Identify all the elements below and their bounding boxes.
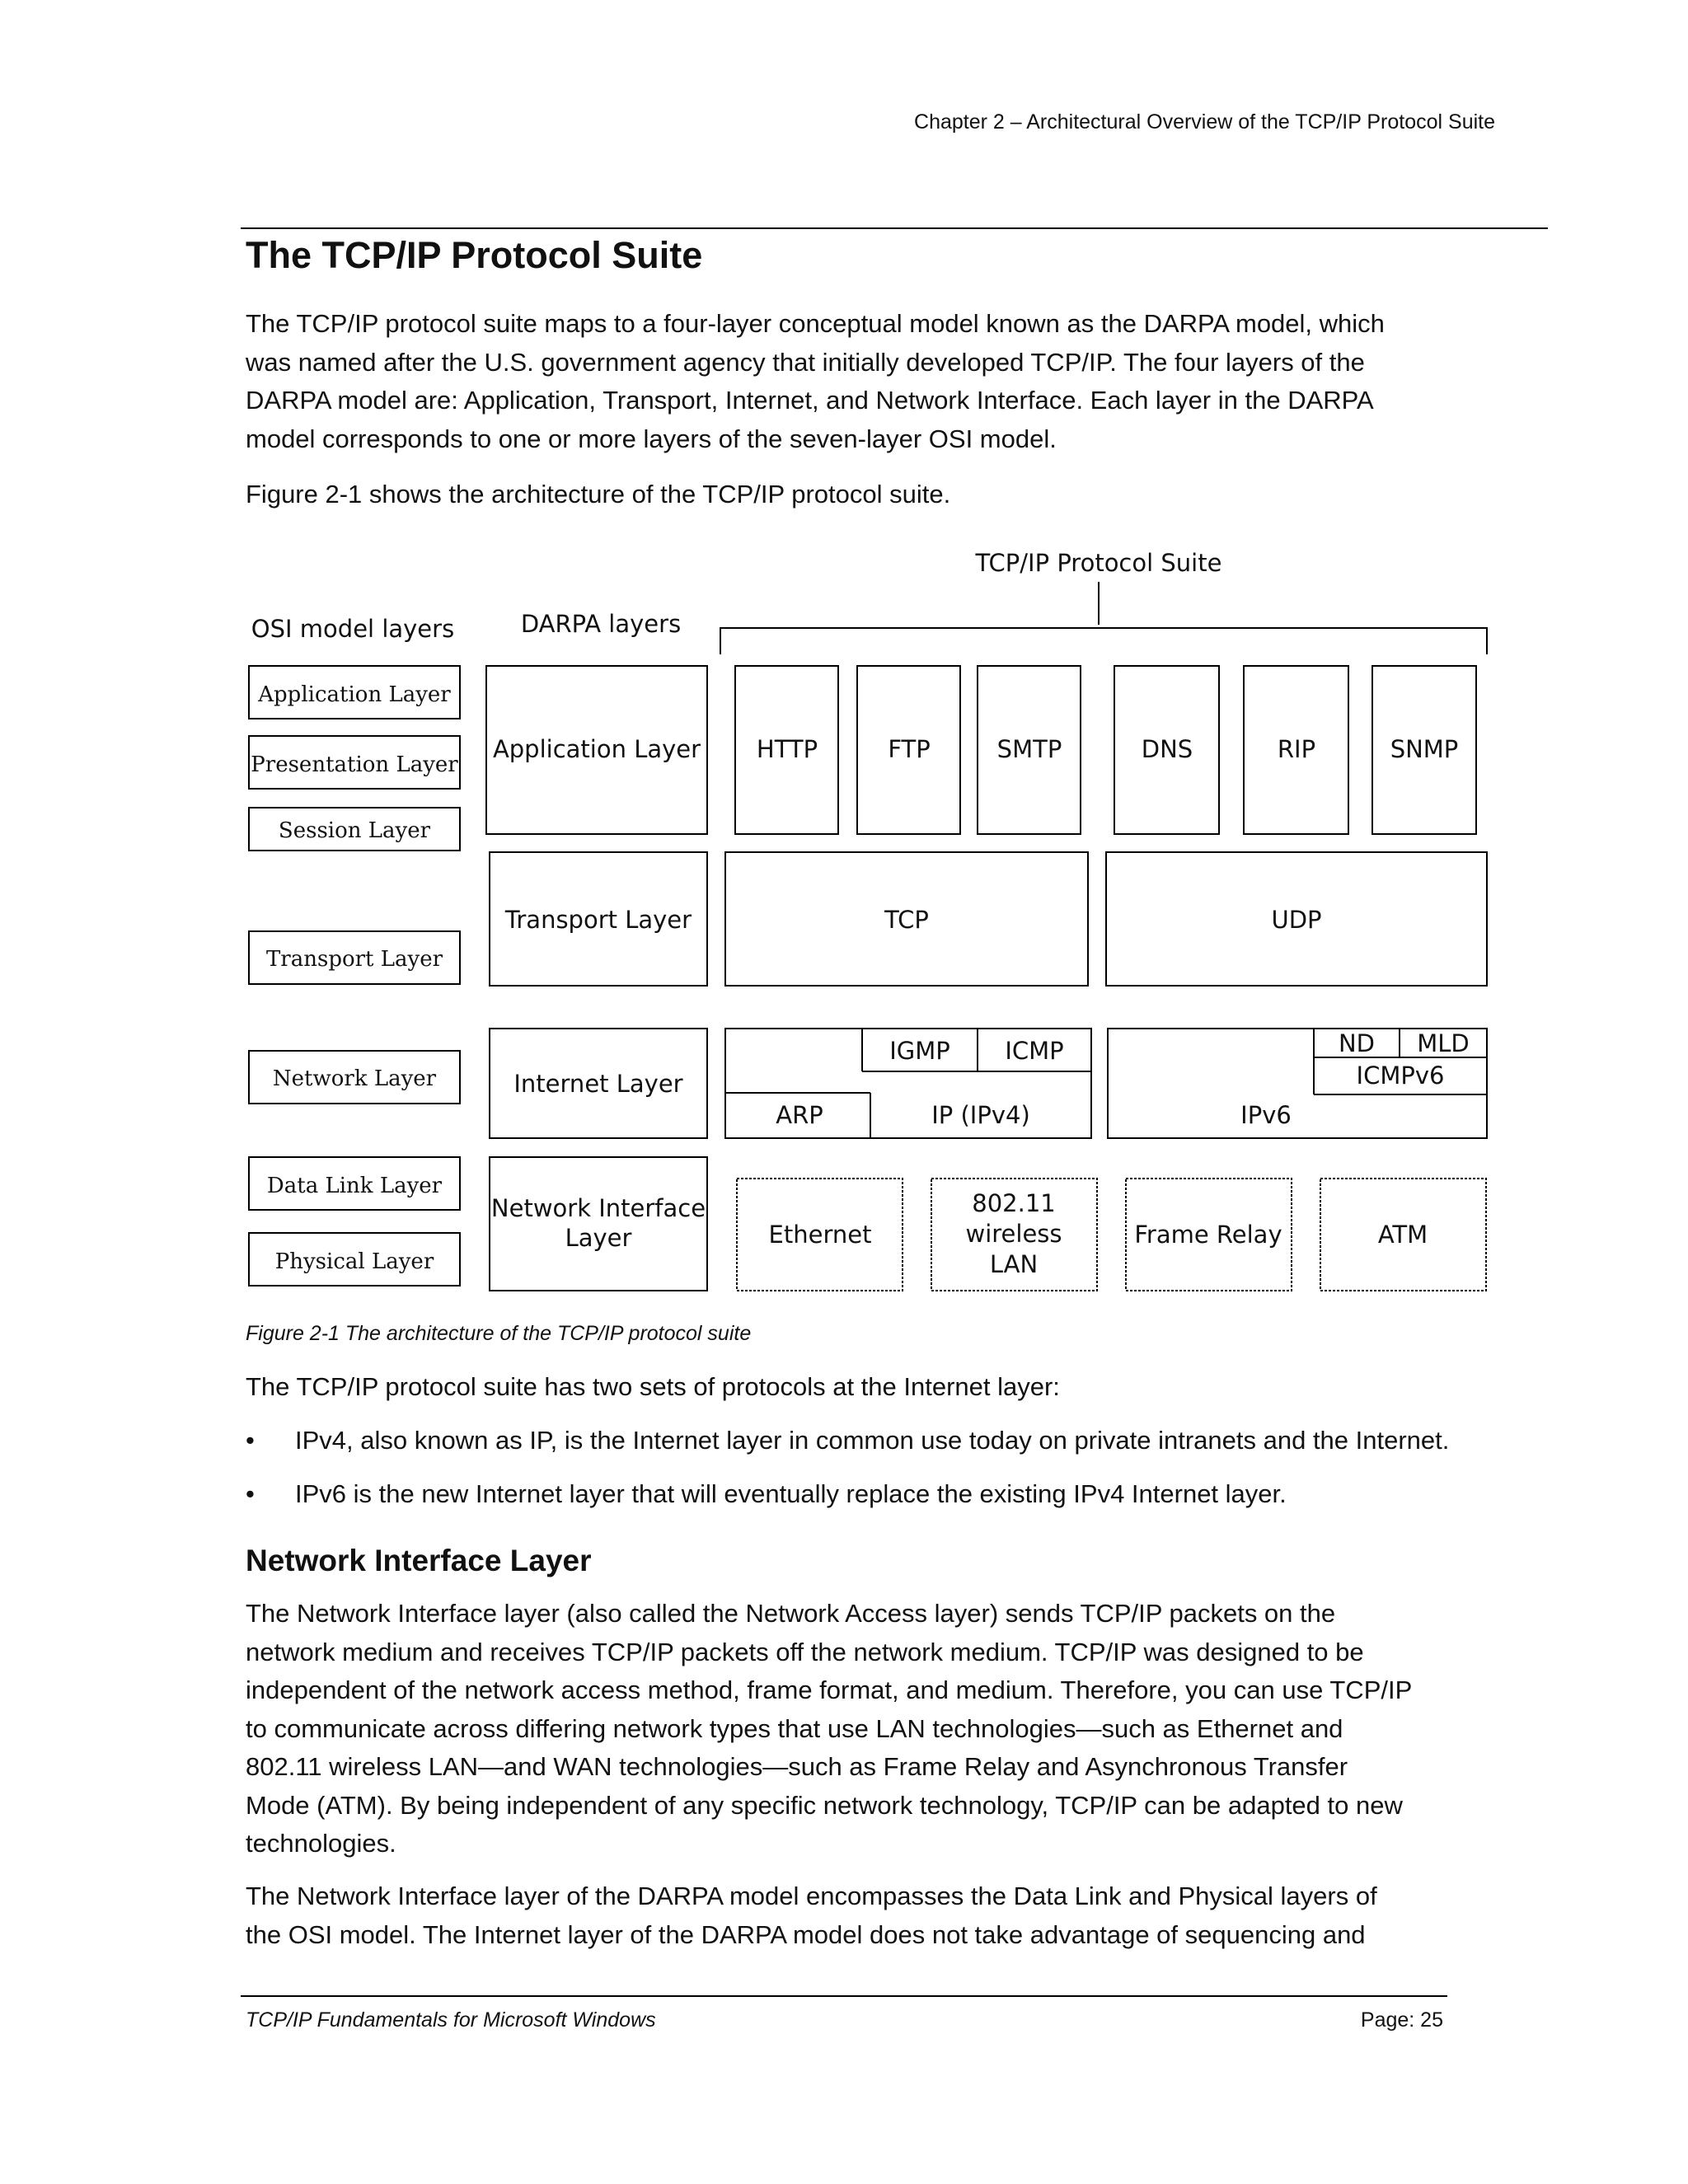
paragraph-line: The Network Interface layer of the DARPA model encompasses the Data Link and Physical layers of	[246, 1882, 1377, 1910]
darpa-header: DARPA layers	[520, 610, 682, 638]
darpa-layer-label: Network Interface	[490, 1194, 706, 1222]
protocol-snmp	[1372, 666, 1476, 834]
network-label: 802.11	[972, 1189, 1056, 1217]
protocol-label: SNMP	[1390, 735, 1459, 763]
header-rule	[241, 227, 1548, 229]
paragraph-line: was named after the U.S. government agency that initially developed TCP/IP. The four layers of the	[246, 347, 1365, 377]
protocol-tcp	[725, 852, 1088, 986]
darpa-layer-label: Application Layer	[492, 735, 701, 763]
osi-layer-label: Physical Layer	[274, 1249, 434, 1274]
bullet-text: IPv6 is the new Internet layer that will eventually replace the existing IPv4 Internet layer.	[295, 1479, 1287, 1508]
protocol-label: RIP	[1277, 735, 1316, 763]
protocol-smtp	[978, 666, 1081, 834]
network-atm	[1320, 1179, 1486, 1291]
protocol-igmp: IGMP	[889, 1037, 950, 1065]
intro-paragraph	[246, 305, 1531, 458]
protocol-ftp	[857, 666, 960, 834]
darpa-layer-label: Transport Layer	[504, 906, 692, 934]
protocol-mld: MLD	[1417, 1029, 1470, 1057]
bullet-glyph: •	[246, 1479, 255, 1508]
paragraph-line: Mode (ATM). By being independent of any specific network technology, TCP/IP can be adapted to new	[246, 1790, 1403, 1820]
network-ethernet	[737, 1179, 903, 1291]
osi-layer-label: Network Layer	[272, 1066, 437, 1091]
figure-reference-paragraph: Figure 2-1 shows the architecture of the TCP/IP protocol suite.	[246, 480, 951, 509]
osi-layer-application	[249, 666, 460, 719]
darpa-layer-transport	[490, 852, 707, 986]
paragraph-line: network medium and receives TCP/IP packets off the network medium. TCP/IP was designed to be	[246, 1637, 1364, 1666]
osi-layer-presentation	[249, 736, 460, 789]
darpa-layer-internet	[490, 1029, 707, 1138]
internet-layer-intro: The TCP/IP protocol suite has two sets of protocols at the Internet layer:	[246, 1372, 1060, 1401]
osi-layer-transport	[249, 931, 460, 984]
ipv6-block	[1108, 1029, 1487, 1138]
osi-layer-physical	[249, 1233, 460, 1286]
darpa-layer-network-interface	[490, 1157, 707, 1291]
subsection-title: Network Interface Layer	[246, 1544, 592, 1577]
footer-rule	[241, 1995, 1447, 1997]
osi-layer-data-link	[249, 1157, 460, 1210]
paragraph-line: technologies.	[246, 1829, 396, 1858]
network-label: LAN	[989, 1250, 1039, 1278]
paragraph-line: The Network Interface layer (also called the Network Access layer) sends TCP/IP packets on the	[246, 1599, 1336, 1628]
bullet-text: IPv4, also known as IP, is the Internet layer in common use today on private intranets and the Internet.	[295, 1426, 1450, 1455]
figure-caption: Figure 2-1 The architecture of the TCP/IP protocol suite	[246, 1322, 752, 1345]
footer-book-title: TCP/IP Fundamentals for Microsoft Windows	[246, 2008, 656, 2032]
suite-bracket	[720, 628, 1487, 654]
protocol-label: TCP	[884, 906, 929, 934]
osi-layer-label: Transport Layer	[265, 947, 443, 972]
running-header: Chapter 2 – Architectural Overview of the TCP/IP Protocol Suite	[914, 110, 1495, 134]
darpa-layer-application	[486, 666, 707, 834]
darpa-layer-label: Internet Layer	[513, 1070, 683, 1098]
suite-label: TCP/IP Protocol Suite	[975, 549, 1222, 577]
darpa-layer-label: Layer	[565, 1224, 632, 1252]
network-label: Frame Relay	[1134, 1221, 1282, 1249]
osi-layer-label: Data Link Layer	[266, 1174, 443, 1198]
protocol-label: DNS	[1141, 735, 1193, 763]
protocol-label: SMTP	[996, 735, 1062, 763]
protocol-label: UDP	[1271, 906, 1322, 934]
network-label: wireless	[965, 1220, 1062, 1248]
protocol-rip	[1244, 666, 1348, 834]
bullet-glyph: •	[246, 1426, 255, 1455]
paragraph-line: independent of the network access method, frame format, and medium. Therefore, you can use TCP/IP	[246, 1675, 1413, 1704]
osi-layer-label: Session Layer	[278, 818, 431, 843]
osi-layer-label: Presentation Layer	[251, 752, 458, 777]
protocol-label: HTTP	[756, 735, 818, 763]
footer-page-number: Page: 25	[1360, 2008, 1443, 2032]
network-label: Ethernet	[768, 1221, 872, 1249]
protocol-label: FTP	[888, 735, 931, 763]
protocol-http	[735, 666, 838, 834]
network-frame-relay	[1126, 1179, 1292, 1291]
protocol-ipv6: IPv6	[1240, 1101, 1292, 1129]
paragraph-line: model corresponds to one or more layers of the seven-layer OSI model.	[246, 424, 1057, 453]
osi-layer-session	[249, 808, 460, 851]
osi-layer-network	[249, 1051, 460, 1104]
protocol-icmpv6: ICMPv6	[1356, 1062, 1445, 1090]
osi-header: OSI model layers	[251, 615, 455, 643]
ipv4-block	[725, 1029, 1091, 1138]
network-802-11-wlan	[931, 1179, 1097, 1291]
paragraph-line: 802.11 wireless LAN—and WAN technologies—such as Frame Relay and Asynchronous Transfer	[246, 1752, 1348, 1781]
network-interface-paragraph-2	[246, 1877, 1531, 1954]
paragraph-line: The TCP/IP protocol suite maps to a four-layer conceptual model known as the DARPA model, which	[246, 309, 1385, 338]
protocol-udp	[1106, 852, 1487, 986]
protocol-arp: ARP	[776, 1101, 823, 1129]
section-title: The TCP/IP Protocol Suite	[246, 234, 703, 276]
osi-layer-label: Application Layer	[258, 682, 451, 707]
protocol-ipv4: IP (IPv4)	[931, 1101, 1030, 1129]
tcpip-architecture-diagram	[231, 536, 1500, 1302]
protocol-icmp: ICMP	[1005, 1037, 1064, 1065]
paragraph-line: DARPA model are: Application, Transport, Internet, and Network Interface. Each layer in the DARPA	[246, 386, 1374, 415]
protocol-nd: ND	[1338, 1029, 1376, 1057]
paragraph-line: to communicate across differing network types that use LAN technologies—such as Ethernet and	[246, 1713, 1343, 1743]
network-interface-paragraph	[246, 1595, 1531, 1863]
network-label: ATM	[1377, 1221, 1428, 1249]
paragraph-line: the OSI model. The Internet layer of the DARPA model does not take advantage of sequencing and	[246, 1919, 1366, 1949]
protocol-dns	[1114, 666, 1219, 834]
